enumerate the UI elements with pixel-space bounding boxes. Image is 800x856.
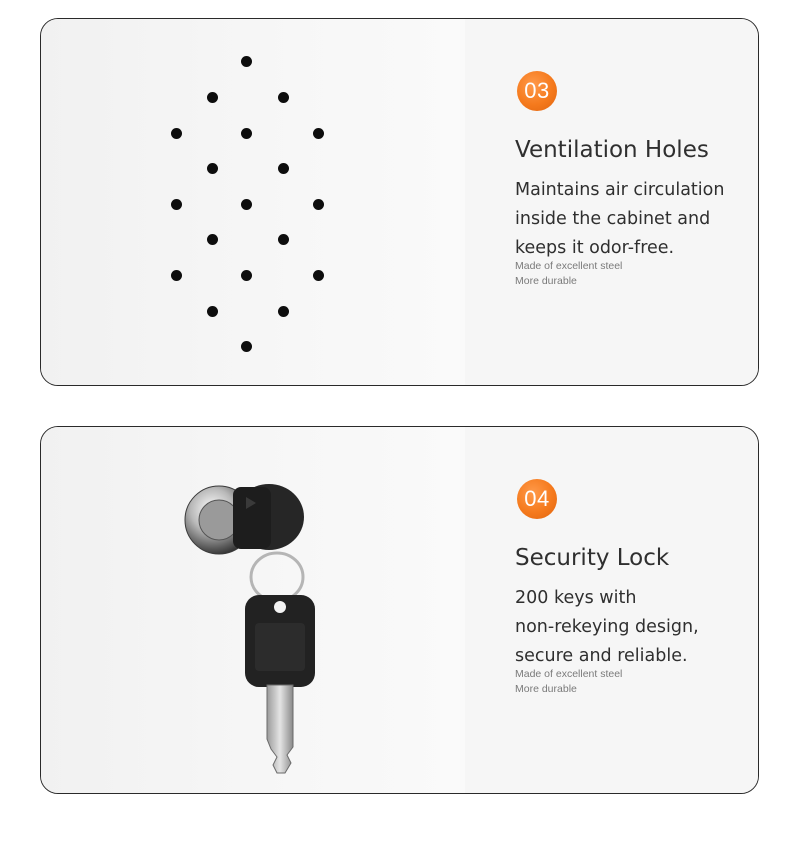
vent-hole <box>241 270 252 281</box>
vent-hole <box>207 234 218 245</box>
feature-number-badge: 03 <box>517 71 557 111</box>
feature-card-security-lock <box>40 426 759 794</box>
vent-hole <box>241 199 252 210</box>
subtext-line: More durable <box>515 683 577 695</box>
vent-hole <box>207 306 218 317</box>
vent-hole <box>241 56 252 67</box>
vent-hole <box>171 128 182 139</box>
description-line: non-rekeying design, <box>515 617 699 637</box>
vent-hole <box>241 128 252 139</box>
vent-hole <box>171 199 182 210</box>
subtext-line: Made of excellent steel <box>515 668 623 680</box>
subtext-line: Made of excellent steel <box>515 260 623 272</box>
vent-hole <box>278 306 289 317</box>
vent-hole <box>207 163 218 174</box>
vent-hole <box>313 128 324 139</box>
description-line: inside the cabinet and <box>515 209 711 229</box>
description-line: secure and reliable. <box>515 646 688 666</box>
feature-title: Ventilation Holes <box>515 137 709 163</box>
feature-description <box>515 176 759 263</box>
feature-info <box>465 427 758 793</box>
feature-subtext <box>515 259 622 289</box>
description-line: keeps it odor-free. <box>515 238 675 258</box>
feature-description <box>515 584 759 671</box>
feature-number-badge: 04 <box>517 479 557 519</box>
feature-card-ventilation <box>40 18 759 386</box>
description-line: Maintains air circulation <box>515 180 725 200</box>
vent-hole <box>241 341 252 352</box>
description-line: 200 keys with <box>515 588 637 608</box>
vent-hole <box>278 234 289 245</box>
lock-key-illustration <box>41 427 465 794</box>
lock-and-key-image <box>41 427 465 793</box>
ventilation-holes-image <box>41 19 465 385</box>
vent-hole <box>313 270 324 281</box>
feature-subtext <box>515 667 622 697</box>
subtext-line: More durable <box>515 275 577 287</box>
vent-hole <box>171 270 182 281</box>
vent-hole <box>278 163 289 174</box>
feature-info <box>465 19 758 385</box>
feature-title: Security Lock <box>515 545 670 571</box>
vent-hole <box>207 92 218 103</box>
vent-hole <box>278 92 289 103</box>
vent-hole <box>313 199 324 210</box>
